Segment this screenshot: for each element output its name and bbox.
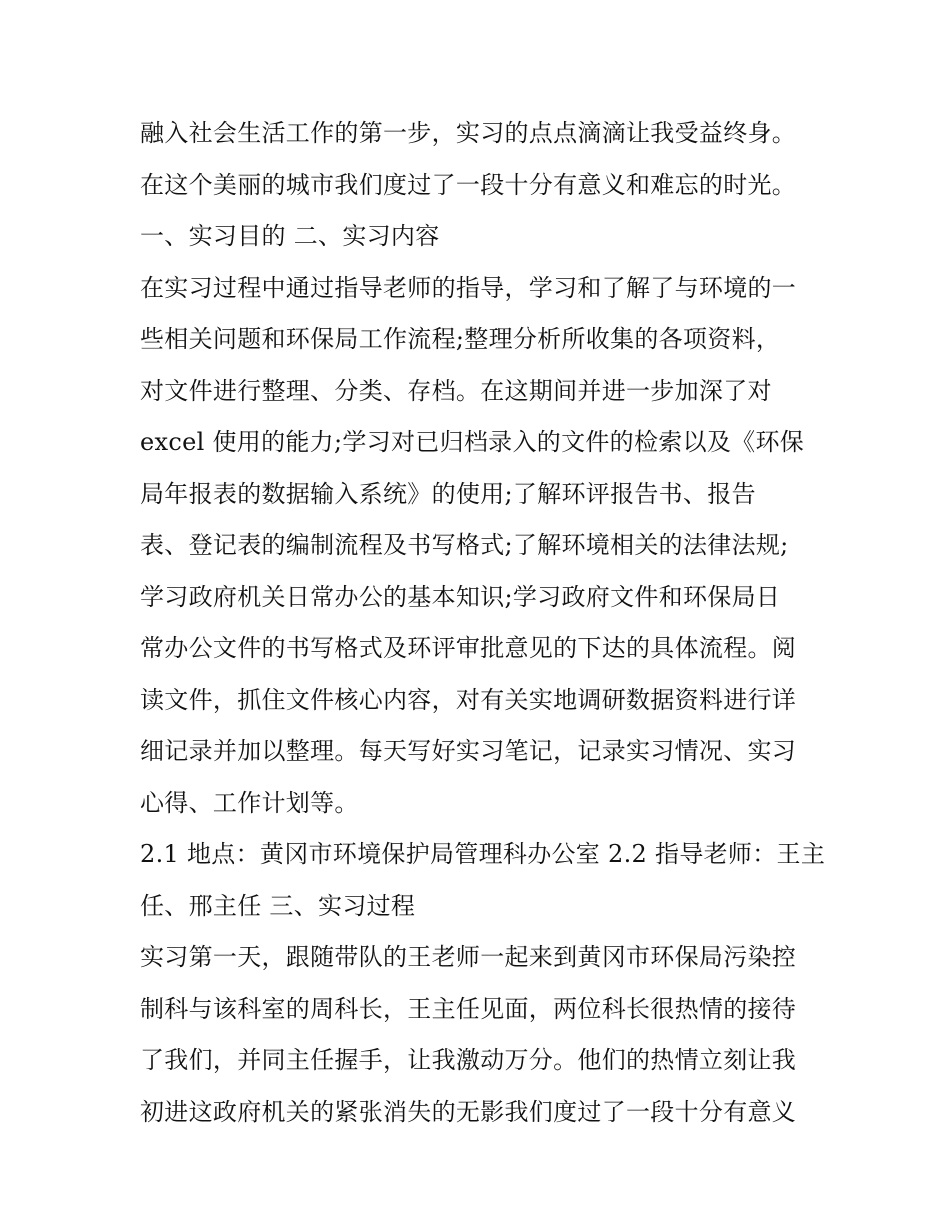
section-heading-line: 一、实习目的 二、实习内容 bbox=[140, 222, 440, 250]
text-line: 细记录并加以整理。每天写好实习笔记，记录实习情况、实习 bbox=[140, 737, 797, 765]
text-line: 对文件进行整理、分类、存档。在这期间并进一步加深了对 bbox=[140, 376, 772, 405]
text-line: 初进这政府机关的紧张消失的无影我们度过了一段十分有意义 bbox=[140, 1097, 797, 1126]
text-line: 读文件，抓住文件核心内容，对有关实地调研数据资料进行详 bbox=[140, 685, 797, 714]
text-line: 心得、工作计划等。 bbox=[140, 788, 359, 817]
text-line: 学习政府机关日常办公的基本知识;学习政府文件和环保局日 bbox=[140, 582, 781, 611]
text-line: 在实习过程中通过指导老师的指导，学习和了解了与环境的一 bbox=[140, 273, 797, 302]
document-body bbox=[140, 108, 826, 1138]
text-line: 些相关问题和环保局工作流程;整理分析所收集的各项资料， bbox=[140, 325, 781, 353]
text-line: excel 使用的能力;学习对已归档录入的文件的检索以及《环保 bbox=[140, 428, 805, 456]
text-line: 实习第一天，跟随带队的王老师一起来到黄冈市环保局污染控 bbox=[140, 943, 797, 971]
section-heading-line: 任、邢主任 三、实习过程 bbox=[140, 891, 416, 920]
text-line: 在这个美丽的城市我们度过了一段十分有意义和难忘的时光。 bbox=[140, 170, 797, 199]
text-line: 表、登记表的编制流程及书写格式;了解环境相关的法律法规; bbox=[140, 531, 789, 559]
text-line: 常办公文件的书写格式及环评审批意见的下达的具体流程。阅 bbox=[140, 634, 797, 662]
text-line: 局年报表的数据输入系统》的使用;了解环评报告书、报告 bbox=[140, 479, 756, 508]
text-line: 融入社会生活工作的第一步，实习的点点滴滴让我受益终身。 bbox=[140, 119, 797, 147]
text-line: 制科与该科室的周科长，王主任见面，两位科长很热情的接待 bbox=[140, 994, 797, 1023]
text-line: 了我们，并同主任握手，让我激动万分。他们的热情立刻让我 bbox=[140, 1046, 797, 1074]
text-line: 2.1 地点：黄冈市环境保护局管理科办公室 2.2 指导老师：王主 bbox=[140, 840, 826, 868]
